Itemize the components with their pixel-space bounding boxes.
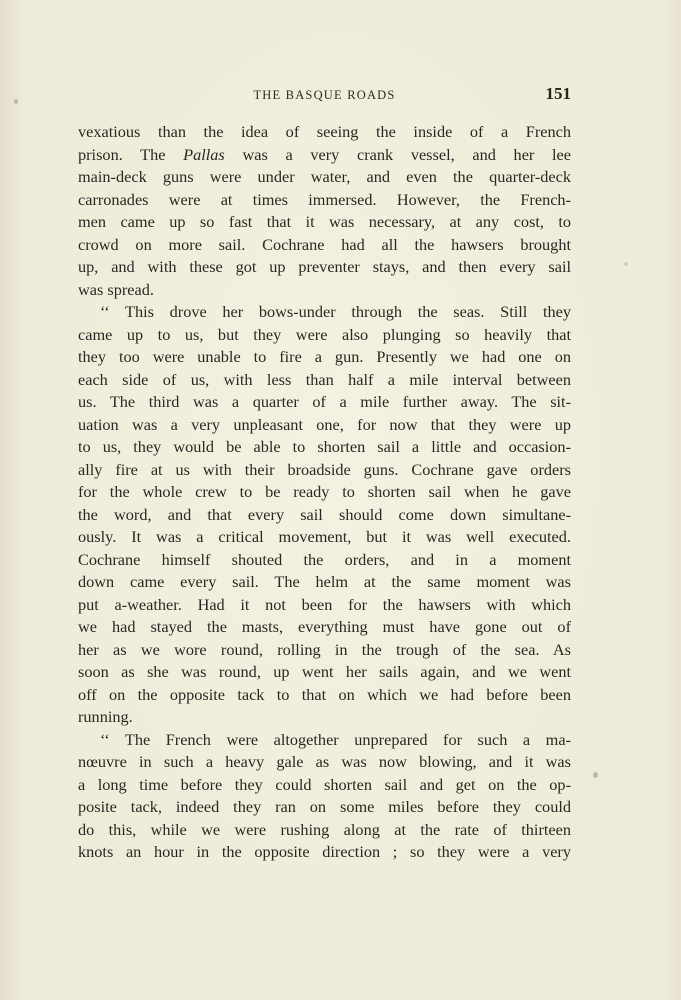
page-header xyxy=(78,84,571,108)
text-line: was spread. xyxy=(78,279,154,299)
text-line: put a-weather. Had it not been for the hawsers with which xyxy=(78,594,571,614)
text-line: ously. It was a critical movement, but it was well executed. xyxy=(78,527,571,546)
paper-speck xyxy=(624,262,628,266)
text-line: knots an hour in the opposite direction ; so they were a very xyxy=(78,842,571,861)
text-line: posite tack, indeed they ran on some miles before they could xyxy=(78,797,571,816)
text-line: for the whole crew to be ready to shorten sail when he gave xyxy=(78,482,571,501)
text-line: soon as she was round, up went her sails again, and we went xyxy=(78,662,571,681)
text-line: do this, while we were rushing along at the rate of thirteen xyxy=(78,819,571,839)
text-line: vexatious than the idea of seeing the inside of a French xyxy=(78,122,571,141)
paper-speck xyxy=(593,772,598,778)
running-title: THE BASQUE ROADS xyxy=(253,88,396,102)
text-line: they too were unable to fire a gun. Presently we had one on xyxy=(78,347,571,366)
text-line: us. The third was a quarter of a mile further away. The sit- xyxy=(78,392,571,411)
text-line: we had stayed the masts, everything must have gone out of xyxy=(78,617,571,636)
text-line: her as we wore round, rolling in the trough of the sea. As xyxy=(78,639,571,659)
text-line-paragraph-start: ‘‘ This drove her bows-under through the seas. Still they xyxy=(100,302,571,321)
text-line: each side of us, with less than half a mile interval between xyxy=(78,369,571,389)
text-line: uation was a very unpleasant one, for now that they were up xyxy=(78,414,571,434)
text-line: ally fire at us with their broadside guns. Cochrane gave orders xyxy=(78,459,571,479)
text-line: crowd on more sail. Cochrane had all the hawsers brought xyxy=(78,234,571,254)
ship-name-pallas: Pallas xyxy=(183,144,225,164)
text-line: nœuvre in such a heavy gale as was now blowing, and it was xyxy=(78,752,571,771)
text-line: the word, and that every sail should come down simultane- xyxy=(78,504,571,524)
text-line: main-deck guns were under water, and even the quarter-deck xyxy=(78,167,571,186)
text-line: off on the opposite tack to that on which we had before been xyxy=(78,684,571,704)
text-line: men came up so fast that it was necessary, at any cost, to xyxy=(78,212,571,231)
text-line: came up to us, but they were also plunging so heavily that xyxy=(78,324,571,344)
text-line: to us, they would be able to shorten sail a little and occasion- xyxy=(78,437,571,456)
text-line: carronades were at times immersed. However, the French- xyxy=(78,189,571,209)
page-body xyxy=(78,121,571,864)
text-line: Cochrane himself shouted the orders, and in a moment xyxy=(78,549,571,569)
text-line: up, and with these got up preventer stays, and then every sail xyxy=(78,257,571,276)
text-line-with-ship-name: prison. The Pallas was a very crank vessel, and her lee xyxy=(78,144,571,164)
text-line: down came every sail. The helm at the same moment was xyxy=(78,572,571,591)
page-number: 151 xyxy=(545,84,571,103)
text-line-paragraph-start: ‘‘ The French were altogether unprepared for such a ma- xyxy=(100,729,571,749)
paper-speck xyxy=(14,99,18,104)
text-line: a long time before they could shorten sail and get on the op- xyxy=(78,774,571,794)
text-line: running. xyxy=(78,707,133,726)
